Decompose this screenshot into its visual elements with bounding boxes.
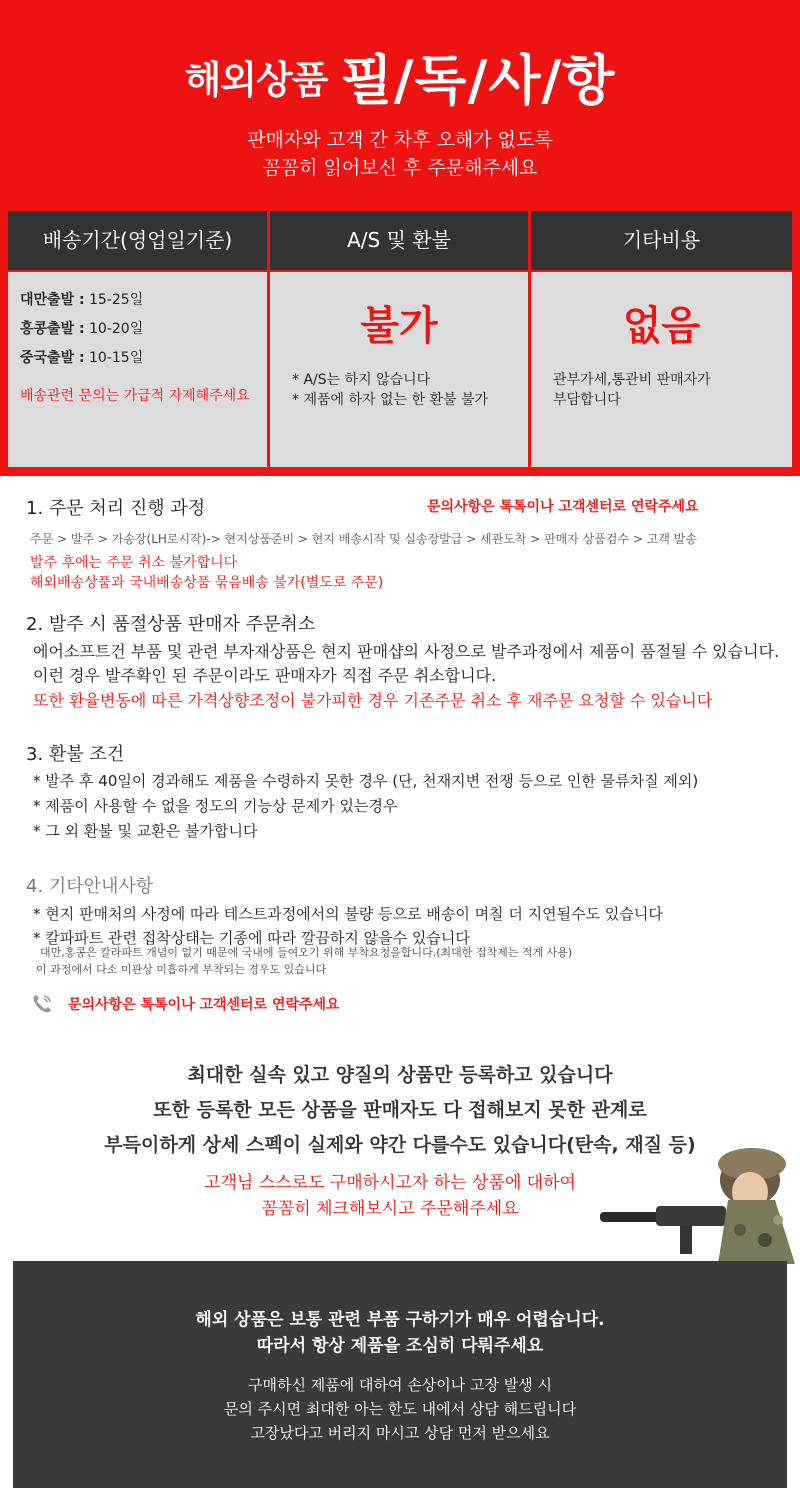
other-cost-header: 기타비용 [531,211,792,270]
shipping-days: 15-25일 [84,292,144,308]
phone-icon [30,992,54,1016]
soldier-photo [600,1140,800,1264]
as-note-line: * A/S는 하지 않습니다 [292,372,431,388]
subtitle-line: 판매자와 고객 간 차후 오해가 없도록 [247,129,553,151]
page-title [0,38,800,115]
order-flow: 주문 > 발주 > 가송장(LH로시작)-> 현지상품준비 > 현지 배송시작 및 실송장발급 > 세관도착 > 판매자 상품검수 > 고객 발송 [30,532,697,546]
section4-small [36,944,573,978]
section3-line: * 제품이 사용할 수 없을 정도의 기능상 문제가 있는경우 [33,797,398,815]
shipping-rows [20,286,143,373]
shipping-origin: 중국출발 : [20,350,85,366]
other-cost-body [531,272,792,467]
section2-title: 2. 발주 시 품절상품 판매자 주문취소 [26,614,316,635]
shipping-origin: 대만출발 : [20,292,85,308]
section3-line: * 그 외 환불 및 교환은 불가합니다 [33,822,258,840]
disclaimer-line: 부득이하게 상세 스펙이 실제와 약간 다를수도 있습니다(탄속, 재질 등) [104,1134,696,1156]
shipping-body [8,272,267,467]
section3-line: * 발주 후 40일이 경과해도 제품을 수령하지 못한 경우 (단, 천재지변 전쟁 등으로 인한 물류차질 제외) [33,772,699,790]
info-table [0,196,800,476]
as-refund-header: A/S 및 환불 [270,211,528,270]
footer-bold [13,1307,787,1359]
as-refund-column [270,211,528,467]
disclaimer-line: 또한 등록한 모든 상품을 판매자도 다 접해보지 못한 관계로 [153,1099,647,1121]
title-big: 필/독/사/항 [340,49,616,112]
disclaimer-line: 최대한 실속 있고 양질의 상품만 등록하고 있습니다 [187,1064,613,1086]
section4-line: * 현지 판매처의 사정에 따라 테스트과정에서의 불량 등으로 배송이 며칠 더 지연될수도 있습니다 [33,905,663,923]
as-refund-notes [292,370,488,410]
section1-notes [30,553,383,593]
as-refund-body [270,272,528,467]
other-cost-column [531,211,792,467]
section4-small-line: 이 과정에서 다소 미관상 미흡하게 부착되는 경우도 있습니다 [36,963,327,976]
shipping-note: 배송관련 문의는 가급적 자제해주세요 [20,388,250,404]
footer-line: 문의 주시면 최대한 아는 한도 내에서 상담 해드립니다 [223,1400,577,1418]
header-banner [0,0,800,196]
section3-title: 3. 환불 조건 [26,744,125,765]
shipping-row [20,344,143,373]
shipping-origin: 홍콩출발 : [20,321,85,337]
contact-label: 문의사항은 톡톡이나 고객센터로 연락주세요 [68,997,340,1013]
section1-note: 해외배송상품과 국내배송상품 묶음배송 불가(별도로 주문) [30,575,384,591]
check-line: 고객님 스스로도 구매하시고자 하는 상품에 대하여 [204,1173,576,1193]
section4-line: * 칼파파트 관련 접착상태는 기종에 따라 깔끔하지 않을수 있습니다 [33,929,470,947]
footer-bold-line: 해외 상품은 보통 관련 부품 구하기가 매우 어렵습니다. [195,1310,605,1330]
other-cost-status: 없음 [622,303,701,349]
cost-note-line: 관부가세,통관비 판매자가 [553,372,711,388]
section1-contact: 문의사항은 톡톡이나 고객센터로 연락주세요 [427,499,699,515]
shipping-row [20,286,143,315]
footer-bold-line: 따라서 항상 제품을 조심히 다뤄주세요 [256,1336,544,1356]
cost-note-line: 부담합니다 [553,392,621,408]
title-small: 해외상품 [184,58,328,102]
shipping-days: 10-20일 [84,321,144,337]
section4-title: 4. 기타안내사항 [26,876,154,897]
footer-line: 고장났다고 버리지 마시고 상담 먼저 받으세요 [250,1424,550,1442]
footer-line: 구매하신 제품에 대하여 손상이나 고장 발생 시 [248,1376,552,1394]
section2-line: 이런 경우 발주확인 된 주문이라도 판매자가 직접 주문 취소합니다. [33,666,497,685]
section2-red-line: 또한 환율변동에 따른 가격상향조정이 불가피한 경우 기존주문 취소 후 재주문 요청할 수 있습니다 [33,691,713,710]
section2-body [33,640,779,688]
shipping-row [20,315,143,344]
shipping-header: 배송기간(영업일기준) [8,211,267,270]
check-line: 꼼꼼히 체크해보시고 주문해주세요 [261,1199,519,1219]
section1-title: 1. 주문 처리 진행 과정 [26,498,206,519]
subtitle [0,126,800,182]
section4-small-line: 대만,홍콩은 칼라파트 개념이 없기 때문에 국내에 들여오기 위해 부착요청을합니다.(최대한 접착제는 적게 사용) [40,946,573,959]
subtitle-line: 꼼꼼히 읽어보신 후 주문해주세요 [262,157,538,179]
as-refund-status: 불가 [360,303,438,349]
shipping-days: 10-15일 [84,350,144,366]
shipping-column [8,211,267,467]
section3-body [33,769,698,844]
section1-note: 발주 후에는 주문 취소 불가합니다 [30,555,238,571]
footer-box [13,1261,787,1488]
other-cost-notes [553,370,783,410]
section2-line: 에어소프트건 부품 및 관련 부자재상품은 현지 판매샵의 사정으로 발주과정에서 제품이 품절될 수 있습니다. [33,642,780,661]
as-note-line: * 제품에 하자 없는 한 환불 불가 [292,392,488,408]
footer-text [13,1373,787,1445]
section4-body [33,902,663,950]
